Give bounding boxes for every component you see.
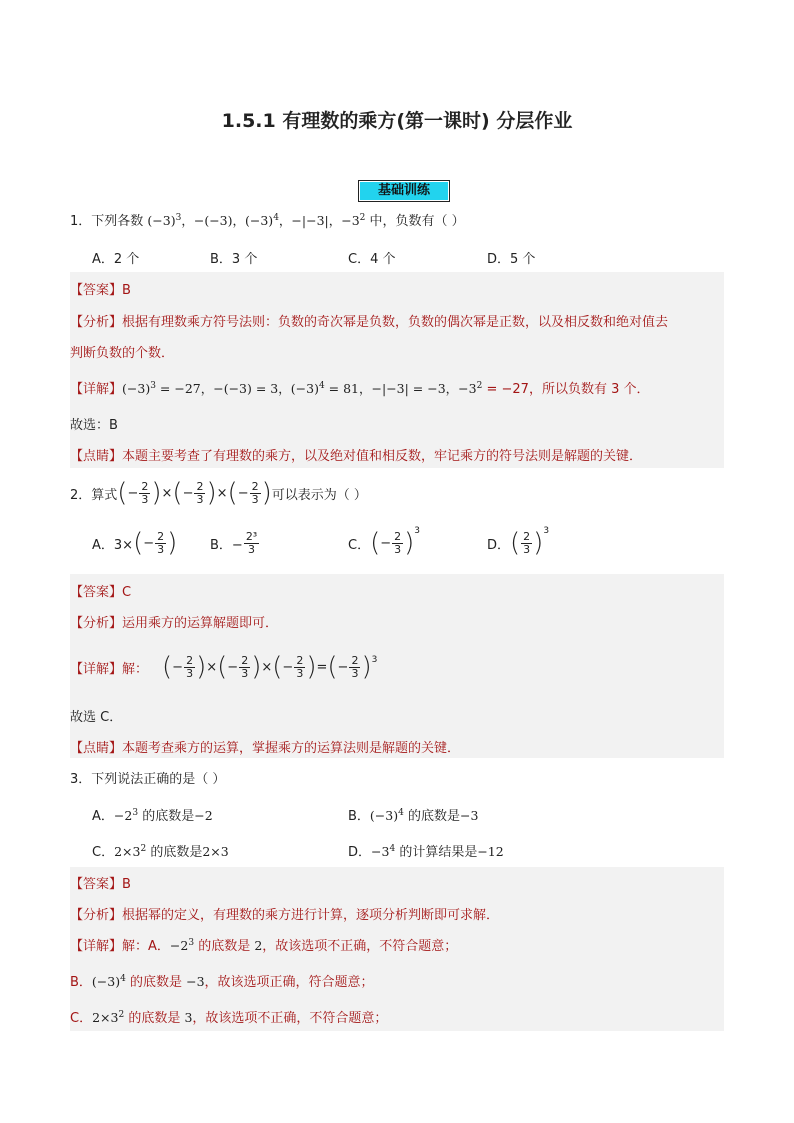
q1-label: 1．下列各数 (70, 214, 144, 229)
q1-option-c: C．4 个 (348, 252, 396, 267)
page-title: 1.5.1 有理数的乘方(第一课时) 分层作业 (221, 110, 573, 132)
question-2: 2．算式 ( − $\frac{2}{3}$ ) × ( − $\frac{2}{3}$ ) × ( − $\frac{2}{3}$ ) 可以表示为（ ） (70, 478, 367, 508)
q2-label: 2．算式 (70, 487, 118, 503)
q3-option-d: D．$-3^4$ 的计算结果是−12 (348, 843, 504, 860)
q1-option-d: D．5 个 (487, 252, 536, 267)
q1-option-a: A．2 个 (92, 252, 140, 267)
q2-detail: 【详解】解： ( − $\frac{2}{3}$ ) × ( − $\frac{2}{3}$ ) × ( − $\frac{2}{3}$ ) = ( − $\frac{2}{3}$ ) $^3$ (70, 652, 378, 682)
question-1 (70, 210, 465, 229)
q1-comment: 【点睛】本题主要考查了有理数的乘方，以及绝对值和相反数，牢记乘方的符号法则是解题的关键． (70, 449, 643, 464)
q1-analysis-line-1: 【分析】根据有理数乘方符号法则：负数的奇次幂是负数，负数的偶次幂是正数，以及相反数和绝对值去 (70, 315, 669, 330)
q3-answer: 【答案】B (70, 877, 131, 892)
q1-option-b: B．3 个 (210, 252, 258, 267)
section-label: 基础训练 (360, 182, 448, 200)
section-badge (358, 180, 450, 202)
q3-analysis: 【分析】根据幂的定义，有理数的乘方进行计算，逐项分析判断即可求解． (70, 908, 500, 923)
q2-analysis: 【分析】运用乘方的运算解题即可． (70, 616, 279, 631)
q2-comment: 【点睛】本题考查乘方的运算，掌握乘方的运算法则是解题的关键． (70, 741, 461, 756)
q1-solution-box (70, 272, 724, 468)
q3-detail-a: 【详解】解：A．$-2^3$ 的底数是 2，故该选项不正确，不符合题意； (70, 937, 458, 954)
q2-option-b: B．− $\frac{\text{2³}}{3}$ (210, 529, 258, 556)
q1-analysis-line-2: 判断负数的个数． (70, 346, 175, 361)
q1-tail: 中，负数有（ ） (365, 214, 465, 229)
q3-detail-c: C．$2\times 3^2$ 的底数是 3，故该选项不正确，不符合题意； (70, 1009, 388, 1026)
q3-option-a: A．$-2^3$ 的底数是−2 (92, 807, 213, 824)
q1-choose: 故选：B (70, 418, 118, 433)
q1-expr-4: ，−|−3|，$-3^2$ (278, 212, 366, 228)
q2-option-c: C． ( − $\frac{2}{3}$ ) $^3$ (348, 526, 421, 558)
q1-answer: 【答案】B (70, 283, 131, 298)
q3-detail-b: B．$(-3)^4$ 的底数是 −3，故该选项正确，符合题意； (70, 973, 374, 990)
question-3: 3．下列说法正确的是（ ） (70, 772, 226, 787)
q1-expr-2: ，−(−3)， (181, 213, 245, 228)
q1-expr-3: $(-3)^4$ (245, 212, 279, 228)
q1-detail: 【详解】$(-3)^3 = -27$，−(−3) = 3，$(-3)^4 = 81$，−|−3| = −3，$-3^2 = -27$，所以负数有 3 个． (70, 380, 650, 397)
q2-choose: 故选 C． (70, 710, 123, 725)
q1-expr-1: $(-3)^3$ (147, 212, 182, 228)
q3-option-b: B．$(-3)^4$ 的底数是−3 (348, 807, 479, 824)
q2-tail: 可以表示为（ ） (271, 487, 367, 503)
q2-answer: 【答案】C (70, 585, 132, 600)
q2-option-d: D． ( $\frac{2}{3}$ ) $^3$ (487, 526, 550, 558)
q2-option-a: A．3× ( − $\frac{2}{3}$ ) (92, 528, 178, 558)
q3-option-c: C．$2\times 3^2$ 的底数是2×3 (92, 843, 229, 860)
